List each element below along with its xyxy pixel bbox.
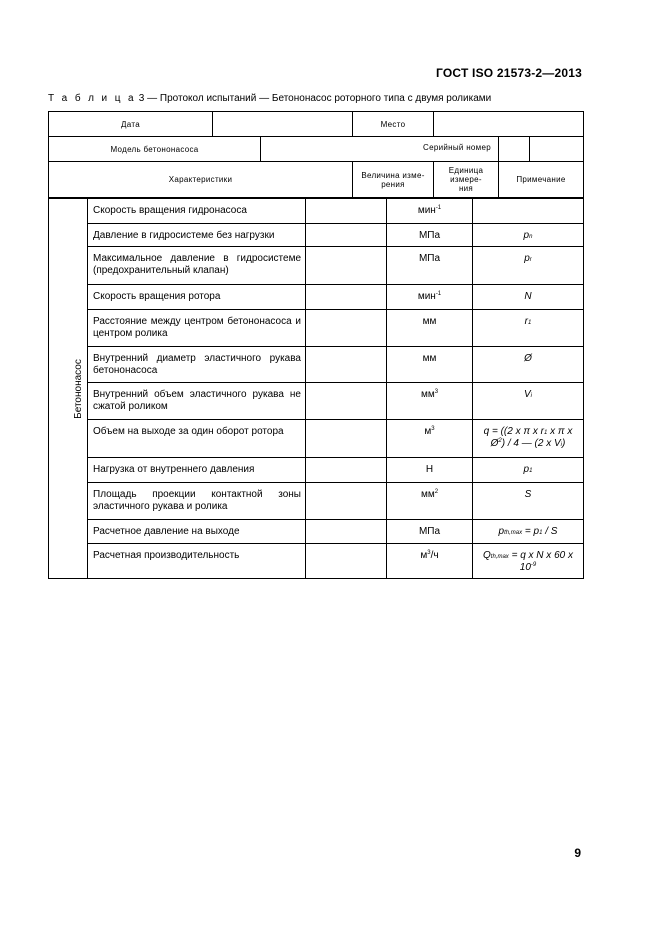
row-unit: $м^3/ч$ — [387, 544, 473, 579]
row-unit: МПа — [387, 247, 473, 285]
row-note: $r_1$ — [473, 310, 584, 347]
row-char: Внутренний объем эластичного рукава не сжатой роликом — [88, 383, 306, 420]
header-row-date — [49, 112, 584, 137]
row-note: $p_n$ — [473, 224, 584, 247]
row-value[interactable] — [306, 544, 387, 579]
model-label: Модель бетононасоса — [49, 137, 261, 162]
row-value[interactable] — [306, 483, 387, 520]
col-value-line-2: рения — [381, 179, 405, 189]
row-char: Расчетная производительность — [88, 544, 306, 579]
col-unit-line-1: Единица измере- — [448, 166, 484, 184]
row-note: Ø — [473, 347, 584, 383]
row-value[interactable] — [306, 199, 387, 224]
row-value[interactable] — [306, 247, 387, 285]
page-number: 9 — [574, 846, 581, 860]
row-note: S — [473, 483, 584, 520]
row-unit: мин$^{-1}$ — [387, 285, 473, 310]
row-unit: мм — [387, 347, 473, 383]
row-char: Скорость вращения ротора — [88, 285, 306, 310]
group-label: Бетононасос — [72, 358, 84, 419]
table-caption-text: 3 — Протокол испытаний — Бетононасос роторного типа с двумя роликами — [135, 93, 492, 104]
col-unit — [434, 162, 499, 198]
row-unit: мм — [387, 310, 473, 347]
table-row — [49, 420, 584, 458]
table-row — [49, 247, 584, 285]
row-note: $p_1$ — [473, 458, 584, 483]
row-char: Внутренний диаметр эластичного рукава бетононасоса — [88, 347, 306, 383]
row-unit: $мм^3$ — [387, 383, 473, 420]
table-row — [49, 347, 584, 383]
row-value[interactable] — [306, 224, 387, 247]
row-note: q = ((2 x π x $r_1$ x π x $Ø^2) / 4$ — (2 x $V_i$) — [473, 420, 584, 458]
row-unit: $мм^2$ — [387, 483, 473, 520]
row-char: Расчетное давление на выходе — [88, 520, 306, 544]
row-note: $p_r$ — [473, 247, 584, 285]
row-char: Давление в гидросистеме без нагрузки — [88, 224, 306, 247]
col-note: Примечание — [499, 162, 584, 198]
table-row — [49, 544, 584, 579]
row-note: $Q_{th,max} = q$ x N x 60 x $10^{-9}$ — [473, 544, 584, 579]
row-value[interactable] — [306, 347, 387, 383]
col-characteristics: Характеристики — [49, 162, 353, 198]
row-char: Объем на выходе за один оборот ротора — [88, 420, 306, 458]
row-value[interactable] — [306, 420, 387, 458]
place-value[interactable] — [434, 112, 584, 137]
row-unit: мин$^{-1}$ — [387, 199, 473, 224]
row-char: Нагрузка от внутреннего давления — [88, 458, 306, 483]
header-row-columns — [49, 162, 584, 198]
row-unit: МПа — [387, 224, 473, 247]
row-unit: $м^3$ — [387, 420, 473, 458]
standard-code: ГОСТ ISO 21573-2—2013 — [436, 66, 582, 80]
row-value[interactable] — [306, 383, 387, 420]
table-row — [49, 224, 584, 247]
row-note: $V_i$ — [473, 383, 584, 420]
table-row — [49, 383, 584, 420]
row-note — [473, 199, 584, 224]
table-row — [49, 520, 584, 544]
table-caption-label: Т а б л и ц а — [48, 93, 136, 104]
row-value[interactable] — [306, 520, 387, 544]
row-char: Максимальное давление в гидросистеме (предохранительный клапан) — [88, 247, 306, 285]
row-char: Расстояние между центром бетононасоса и центром ролика — [88, 310, 306, 347]
row-value[interactable] — [306, 310, 387, 347]
table-row — [49, 199, 584, 224]
date-value[interactable] — [213, 112, 353, 137]
serial-value[interactable] — [530, 137, 584, 162]
table-row — [49, 483, 584, 520]
protocol-main-table — [48, 198, 584, 579]
place-label: Место — [353, 112, 434, 137]
col-value — [353, 162, 434, 198]
table-row — [49, 285, 584, 310]
row-unit: МПа — [387, 520, 473, 544]
table-row — [49, 310, 584, 347]
serial-label: Серийный номер — [423, 143, 491, 152]
row-char: Площадь проекции контактной зоны эластичного рукава и ролика — [88, 483, 306, 520]
group-label-cell — [49, 199, 88, 579]
row-note: $p_{th,max} = p_1 / S$ — [473, 520, 584, 544]
row-value[interactable] — [306, 285, 387, 310]
row-note: N — [473, 285, 584, 310]
row-value[interactable] — [306, 458, 387, 483]
date-label: Дата — [49, 112, 213, 137]
table-caption — [48, 93, 491, 104]
row-unit: Н — [387, 458, 473, 483]
protocol-header-table — [48, 111, 584, 198]
row-char: Скорость вращения гидронасоса — [88, 199, 306, 224]
table-row — [49, 458, 584, 483]
col-value-line-1: Величина изме- — [361, 170, 425, 180]
col-unit-line-2: ния — [458, 184, 474, 193]
